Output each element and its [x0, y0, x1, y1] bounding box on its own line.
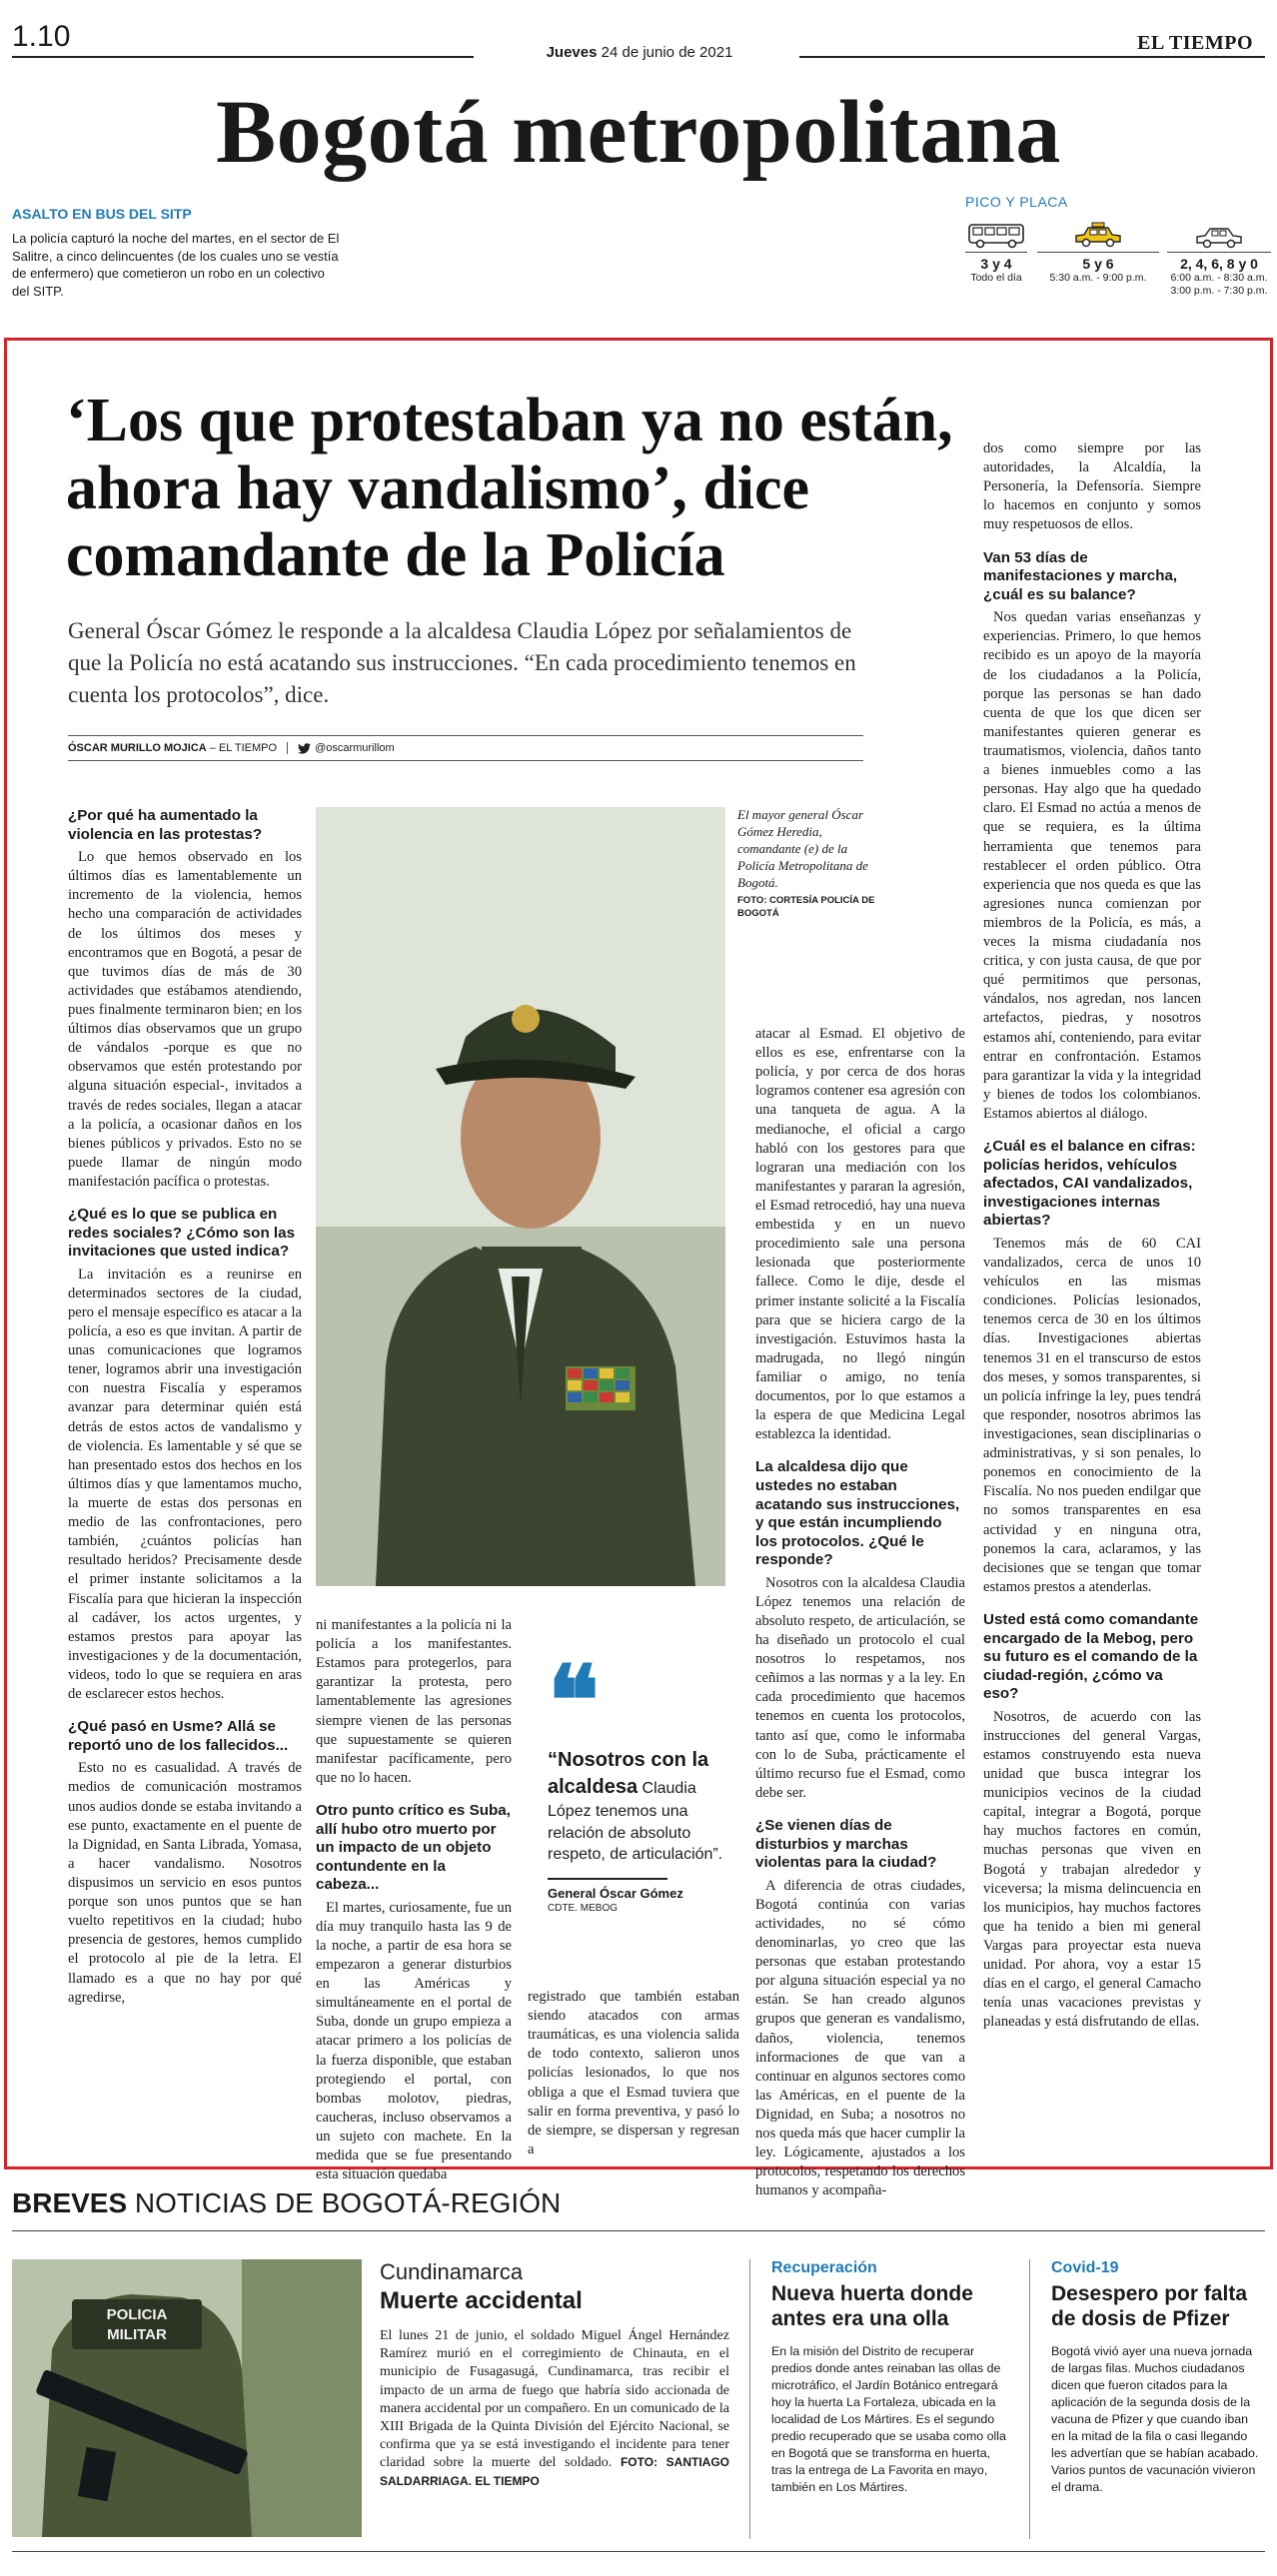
brief-main-title: Muerte accidental — [380, 2287, 583, 2314]
pull-quote-rule — [548, 1878, 667, 1880]
photo-credit: FOTO: CORTESÍA POLICÍA DE BOGOTÁ — [737, 895, 875, 919]
interview-question: ¿Qué es lo que se publica en redes sociales? ¿Cómo son las invitaciones que usted indica? — [68, 1206, 296, 1261]
photo-caption — [737, 807, 887, 920]
pico-digits-bus: 3 y 4 — [980, 256, 1012, 272]
article-headline: ‘Los que protestaban ya no están, ahora hay vandalismo’, dice comandante de la Policía — [66, 387, 953, 590]
car-icon — [1194, 224, 1244, 250]
interview-paragraph: registrado que también estaban siendo atacados con armas traumáticas, es una violencia salida de todo contexto, salieron unos policías lesionados, lo que nos obliga a que el Esmad tuviera que salir en forma preventiva, y pasó lo de siempre, se dispersan y regresan a — [528, 1989, 739, 2157]
top-brief-text: La policía capturó la noche del martes, en el sector de El Salitre, a cinco delincuentes (de los cuales uno se vestía de enfermero) que cometieron un robo en un colectivo del SITP. — [12, 231, 340, 299]
interview-paragraph: La invitación es a reunirse en determinados sectores de la ciudad, pero el mensaje específico es atacar a la policía, a eso es que invitan. A partir de unas comunicaciones que logramos tener, logramos abrir una investigación con nuestra Fiscalía y esperamos avanzar para determinar quién está detrás de estos actos de vandalismo y de violencia. Es lamentable y sé que se han presentado estos dos hechos en los últimos días y que lamentamos mucho, la muerte de estas dos personas en medio de las confrontaciones, pero también, ¿cuántos policías han resultado heridos? Precisamente desde el primer instante solicitamos a la Fiscalía para que hicieran la inspección al cadáver, los actos urgentes, y estamos prestos para apoyar las investigaciones y de la documentación, videos, todo lo que se requiera en aras de esclarecer estos hechos. — [68, 1266, 302, 1703]
brief-main-body: El lunes 21 de junio, el soldado Miguel Ángel Hernández Ramírez murió en el corregimiento de Chinauta, en el municipio de Fusagasugá, Cundinamarca, tras recibir el impacto de un arma de fuego que habría sido accionada de manera accidental por un compañero. En un comunicado de la XIII Brigada de la Quinta División del Ejército Nacional, se confirma que ya se está investigando el incidente para tener claridad sobre la muerte del soldado. — [380, 2328, 729, 2471]
pico-col-taxi — [1037, 220, 1159, 285]
brief-covid — [1051, 2259, 1265, 2496]
soldier-image — [12, 2259, 362, 2537]
interview-question: ¿Qué pasó en Usme? Allá se reportó uno de los fallecidos... — [68, 1718, 289, 1754]
interview-paragraph: Tenemos más de 60 CAI vandalizados, cerca de unos 10 vehículos en las mismas condiciones. Policías lesionados, tenemos cerca de 30 en los últimos días. Investigaciones abiertas tenemos 31 en el transcurso de estos dos meses, y somos transparentes, si un policía infringe la ley, pues tendrá que responder, nosotros abrimos las investigaciones, sean disciplinarias o administrativas, y si son penales, lo ponemos en conocimiento de la Fiscalía. No nos pueden endilgar que no somos transparentes en esa actividad y en ninguna otra, ponemos la cara, aclaramos, y las decisiones que se tengan que tomar estamos prestos a atenderlas. — [983, 1235, 1201, 1595]
pico-schedule-bus: Todo el día — [970, 272, 1022, 284]
byline-author: ÓSCAR MURILLO MOJICA — [68, 742, 207, 754]
byline — [68, 735, 863, 761]
brief-divider-1 — [749, 2259, 750, 2539]
photo-caption-text: El mayor general Óscar Gómez Heredia, comandante (e) de la Policía Metropolitana de Bogotá. — [737, 807, 868, 890]
newspaper-name: EL TIEMPO — [1137, 32, 1253, 54]
pico-col-bus — [965, 220, 1027, 285]
date-text: 24 de junio de 2021 — [601, 44, 733, 61]
article-column-1 — [68, 807, 302, 2008]
article-column-4 — [755, 1025, 965, 2201]
interview-question: La alcaldesa dijo que ustedes no estaban acatando sus instrucciones, y que están incumpliendo los protocolos. ¿Qué le responde? — [755, 1458, 960, 1569]
interview-paragraph: dos como siempre por las autoridades, la Alcaldía, la Personería, la Defensoría. Siempre lo hacemos en conjunto y somos muy respetuosos de ellos. — [983, 440, 1201, 533]
pico-digits-taxi: 5 y 6 — [1082, 256, 1114, 272]
interview-paragraph: Lo que hemos observado en los últimos días es lamentablemente un incremento de la violencia, hemos hecho una comparación de actividades de los últimos dos meses y encontramos que en Bogotá, a pesar de que tuvimos días de más de 30 actividades que estábamos atendiendo, pues finalmente terminaron bien; en los últimos días observamos que un grupo de vándalos -porque es que no observamos que estén protestando por alguna situación especial-, invitados a través de redes sociales, llegan a atacar a la policía, a ocasionar daños en los bienes públicos y privados. Esto no se puede llamar de ningún modo manifestación pacífica o protestas. — [68, 849, 302, 1190]
twitter-icon — [298, 743, 311, 754]
twitter-handle[interactable] — [287, 742, 395, 754]
interview-paragraph: atacar al Esmad. El objetivo de ellos es ese, enfrentarse con la policía, y por cerca de dos horas logramos contener esa agresión con una tanqueta de agua. A la medianoche, el oficial a cargo habló con los gestores para que lograran una mediación con los manifestantes y pararan la agresión, el Esmad retrocedió, hay una nueva embestida y en un nuevo procedimiento sale una persona lesionada que posteriormente fallece. Como le dije, desde el primer instante solicité a la Fiscalía para que se hiciera cargo de la investigación. Estuvimos hasta la madrugada, no llegó ningún familiar o amigo, no tenía documentos, por lo que estamos a la espera de que Medicina Legal establezca la identidad. — [755, 1026, 965, 1443]
photo-label-line2: MILITAR — [107, 2326, 167, 2343]
pico-schedule-taxi: 5:30 a.m. - 9:00 p.m. — [1049, 272, 1147, 284]
breves-sublabel: NOTICIAS DE BOGOTÁ-REGIÓN — [127, 2187, 562, 2218]
article-column-2 — [316, 1616, 512, 2184]
pico-schedule-car-2: 3:00 p.m. - 7:30 p.m. — [1170, 285, 1268, 298]
interview-paragraph: ni manifestantes a la policía ni la policía a los manifestantes. Estamos para protegerlos, para garantizar la protesta, pero lamentablemente las agresiones siempre vienen de las personas que supuestamente se quieren manifestar pacíficamente, pero que no lo hacen. — [316, 1617, 512, 1786]
interview-paragraph: Nos quedan varias enseñanzas y experiencias. Primero, lo que hemos recibido es un apoyo de la mayoría de los ciudadanos a la Policía, porque las personas se han dado cuenta de que los que dicen ser manifestantes quieren generar es traumatismos, violencia, daños tanto a bienes inmuebles como a las personas. Hay algo que ha quedado claro. El Esmad no actúa a menos de que se requiera, es la última herramienta que tenemos para restablecer el orden público. Otra experiencia que nos queda es que las agresiones nunca comienzan por miembros de la Policía, es más, a veces la misma ciudadanía nos critica, y con justa causa, de que por qué permitimos que personas, vándalos, nos agredan, nos lancen artefactos, piedras, y nosotros estamos ahí, conteniendo, para evitar entrar en confrontación. Estamos para garantizar la vida y la integridad y bienes de todos los colombianos. Estamos abiertos al diálogo. — [983, 609, 1201, 1123]
bottom-rule — [12, 2551, 1265, 2552]
breves-header — [12, 2187, 1265, 2231]
date-day: Jueves — [546, 44, 598, 61]
brief-recuperacion-kicker: Recuperación — [771, 2259, 877, 2276]
article-column-3 — [528, 1988, 739, 2159]
brief-recuperacion-title: Nueva huerta donde antes era una olla — [771, 2282, 973, 2331]
masthead — [0, 0, 1277, 80]
section-title: Bogotá metropolitana — [216, 83, 1061, 182]
interview-question: ¿Cuál es el balance en cifras: policías heridos, vehículos afectados, CAI vandalizados, investigaciones internas abiertas? — [983, 1138, 1196, 1230]
bus-icon — [967, 222, 1025, 250]
pico-y-placa — [965, 194, 1268, 320]
pico-y-placa-title: PICO Y PLACA — [965, 194, 1068, 210]
brief-covid-text: Bogotá vivió ayer una nueva jornada de largas filas. Muchos ciudadanos dicen que fueron citados para la aplicación de la segunda dosis de la vacuna de Pfizer y que cuando iban en la mitad de la fila o casi llegando les advertían que se habían acabado. Varios puntos de vacunación vivieron el drama. — [1051, 2344, 1259, 2495]
pico-col-car — [1167, 220, 1271, 298]
brief-main-region: Cundinamarca — [380, 2259, 524, 2284]
header-rule-left — [12, 56, 474, 58]
interview-question: Van 53 días de manifestaciones y marcha, ¿cuál es su balance? — [983, 548, 1178, 603]
general-photo — [316, 807, 725, 1586]
interview-question: Usted está como comandante encargado de la Mebog, pero su futuro es el comando de la ciudad-región, ¿cómo va eso? — [983, 1610, 1199, 1703]
pull-quote-role: CDTE. MEBOG — [548, 1902, 619, 1914]
pull-quote-bold: “Nosotros con la alcaldesa — [548, 1749, 709, 1799]
taxi-icon — [1072, 222, 1124, 250]
article-column-5 — [983, 439, 1201, 2033]
brief-main-text — [380, 2327, 729, 2491]
twitter-handle-text: @oscarmurillom — [315, 742, 395, 754]
interview-paragraph: Esto no es casualidad. A través de medios de comunicación mostramos unos audios donde se estaba invitando a ese punto, exactamente en el puente de la Dignidad, en Santa Librada, Yomasa, a hacer vandalismo. Nosotros dispusimos un servicio en esos puntos porque son unos puntos que se han vuelto repetitivos en la ciudad; hubo presencia de gestores, hemos cumplido el protocolo al pie de la letra. El llamado es a que no hay por qué agredirse, — [68, 1760, 302, 2006]
brief-main-credit: FOTO: SANTIAGO SALDARRIAGA. EL TIEMPO — [380, 2455, 729, 2488]
pull-quote-rest: Claudia López tenemos una relación de absoluto respeto, de articulación”. — [548, 1780, 723, 1864]
brief-covid-title: Desespero por falta de dosis de Pfizer — [1051, 2282, 1248, 2331]
brief-recuperacion-text: En la misión del Distrito de recuperar predios donde antes reinaban las ollas de microtráfico, el Jardín Botánico entregará hoy la huerta La Fortaleza, ubicada en la localidad de Los Mártires. Es el segundo predio recuperado que se usaba como olla en Bogotá que se transforma en huerta, tras la entrega de La Favorita en mayo, también en Los Mártires. — [771, 2344, 1006, 2495]
top-brief-kicker: ASALTO EN BUS DEL SITP — [12, 206, 192, 222]
header-rule-right — [799, 56, 1265, 58]
breves-label: BREVES — [12, 2187, 128, 2218]
byline-outlet: – EL TIEMPO — [209, 742, 278, 754]
pull-quote — [548, 1648, 727, 1914]
pico-digits-car: 2, 4, 6, 8 y 0 — [1180, 256, 1258, 272]
brief-divider-2 — [1029, 2259, 1030, 2539]
page-number: 1.10 — [12, 20, 71, 53]
interview-paragraph: Nosotros con la alcaldesa Claudia López tenemos una relación de absoluto respeto, de articulación, se ha diseñado un protocolo el cual nosotros lo respetamos, nos ceñimos a las normas y a la ley. En cada procedimiento que hacemos tenemos en cuenta los protocolos, tanto así que, como le informaba con lo de Suba, prácticamente el último recurso fue el Esmad, como debe ser. — [755, 1574, 965, 1801]
date-line — [440, 44, 839, 61]
pull-quote-author: General Óscar Gómez — [548, 1885, 683, 1901]
interview-paragraph: A diferencia de otras ciudades, Bogotá continúa con varias actividades, no sé cómo denominarlas, yo creo que las personas que estaban protestando por alguna situación especial ya no están. Se han creado algunos grupos que generan es vandalismo, daños, violencia, tenemos informaciones de que van a continuar en algunos sectores como las Américas, en el puente de la Dignidad, en Suba; a nosotros no nos queda más que hacer cumplir la ley. Lógicamente, ajustados a los protocolos, respetando los derechos humanos y acompaña- — [755, 1877, 965, 2199]
interview-paragraph: Nosotros, de acuerdo con las instrucciones del general Vargas, estamos construyendo esta nueva unidad que busca integrar los municipios vecinos de la ciudad capital, integrar a Bogotá, porque hay muchos factores en común, muchas personas que viven en Bogotá y trabajan alrededor y viceversa; la misma delincuencia en los municipios, hay muchos factores que ha tenido a bien mi general Vargas para proyectar esta nueva unidad. Por ahora, voy a estar 15 días en el cargo, el general Camacho tenía unas vacaciones previstas y planeadas y está disfrutando de ellas. — [983, 1708, 1201, 2031]
interview-question: ¿Por qué ha aumentado la violencia en las protestas? — [68, 807, 263, 843]
pull-quote-text — [548, 1747, 727, 1866]
interview-paragraph: El martes, curiosamente, fue un día muy tranquilo hasta las 9 de la noche, a partir de esa hora se empezaron a generar disturbios en las Américas y simultáneamente en el portal de Suba, donde un grupo empieza a atacar primero a los policías de la fuerza disponible, que estaban protegiendo el portal, con bombas molotov, piedras, caucheras, incluso observamos a un sujeto con machete. En la medida que se fue presentando esta situación quedaba — [316, 1899, 512, 2183]
officer-portrait-image — [316, 807, 725, 1586]
interview-question: ¿Se vienen días de disturbios y marchas violentas para la ciudad? — [755, 1817, 937, 1872]
article-deck: General Óscar Gómez le responde a la alcaldesa Claudia López por señalamientos de que la Policía no está acatando sus instrucciones. “En cada procedimiento tenemos en cuenta los protocolos”, dice. — [68, 618, 856, 708]
pico-schedule-car-1: 6:00 a.m. - 8:30 a.m. — [1170, 272, 1268, 284]
brief-covid-kicker: Covid-19 — [1051, 2259, 1119, 2276]
brief-main — [380, 2259, 729, 2491]
quote-mark-icon: ❝ — [548, 1648, 600, 1755]
interview-question: Otro punto crítico es Suba, allí hubo otro muerto por un impacto de un objeto contundente en la cabeza... — [316, 1801, 511, 1894]
brief-recuperacion — [771, 2259, 1011, 2496]
soldier-photo — [12, 2259, 362, 2537]
photo-label-line1: POLICIA — [106, 2306, 168, 2323]
top-brief — [12, 206, 342, 300]
